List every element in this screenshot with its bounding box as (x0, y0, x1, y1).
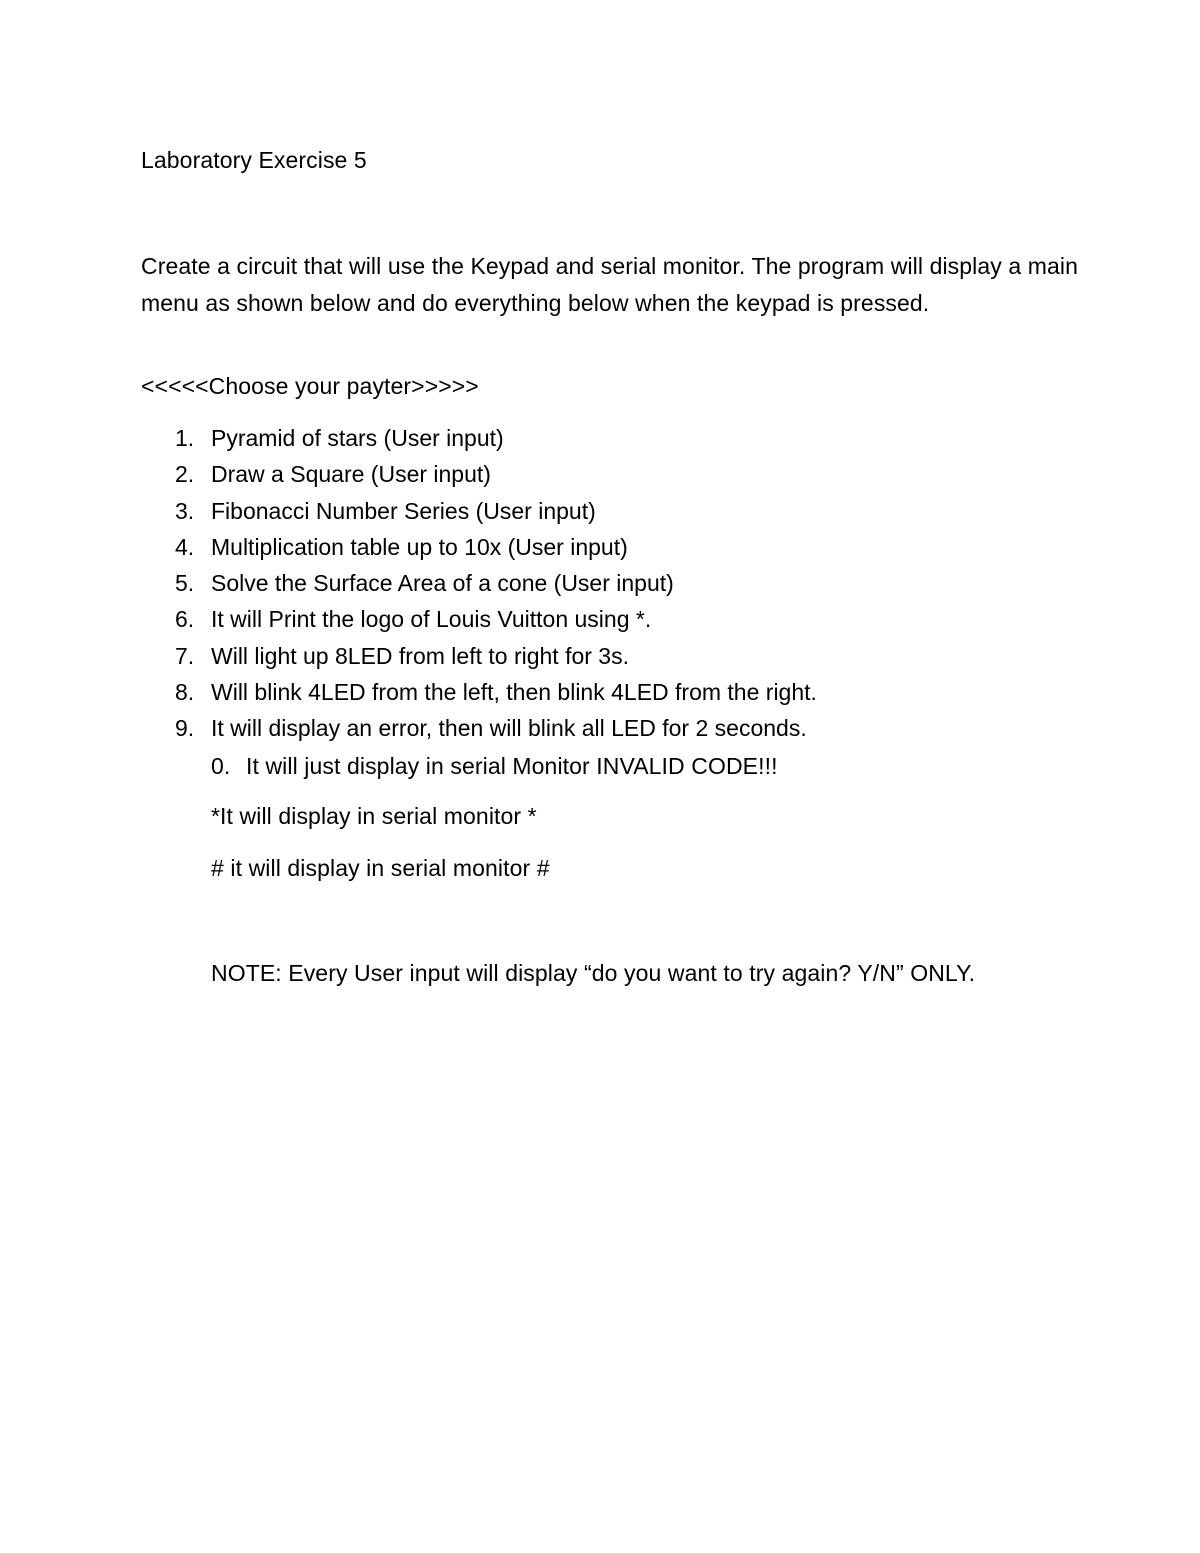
list-item-text: It will Print the logo of Louis Vuitton using *. (211, 606, 652, 633)
zero-item (211, 751, 778, 781)
list-item-text: Draw a Square (User input) (211, 461, 491, 488)
list-item-text: Fibonacci Number Series (User input) (211, 497, 596, 524)
list-item-text: It will display an error, then will blink all LED for 2 seconds. (211, 715, 807, 742)
list-item-number: 7. (175, 642, 195, 669)
hash-key-line: # it will display in serial monitor # (211, 855, 550, 881)
list-item-text: Will light up 8LED from left to right for 3s. (211, 642, 629, 669)
zero-item-number: 0. (211, 753, 231, 779)
list-item-number: 3. (175, 497, 195, 524)
list-item-number: 5. (175, 570, 195, 597)
list-item-number: 4. (175, 533, 195, 560)
star-key-line: *It will display in serial monitor * (211, 803, 537, 829)
list-item-number: 8. (175, 679, 195, 706)
list-item-text: Pyramid of stars (User input) (211, 425, 504, 451)
list-item-text: Will blink 4LED from the left, then blink 4LED from the right. (211, 679, 817, 706)
list-item-text: Multiplication table up to 10x (User input) (211, 533, 628, 560)
list-item-number: 1. (175, 425, 195, 451)
menu-title: <<<<<Choose your payter>>>>> (141, 373, 479, 399)
list-item-text: Solve the Surface Area of a cone (User input) (211, 570, 674, 597)
zero-item-text: It will just display in serial Monitor INVALID CODE!!! (246, 753, 778, 779)
document-title: Laboratory Exercise 5 (141, 147, 367, 173)
list-item-number: 2. (175, 461, 195, 488)
note-line: NOTE: Every User input will display “do you want to try again? Y/N” ONLY. (211, 960, 976, 986)
list-item-number: 9. (175, 715, 195, 742)
intro-paragraph: Create a circuit that will use the Keypad and serial monitor. The program will display a main menu as shown below and do everything below when the keypad is pressed. (141, 253, 1078, 316)
list-item-number: 6. (175, 606, 195, 633)
